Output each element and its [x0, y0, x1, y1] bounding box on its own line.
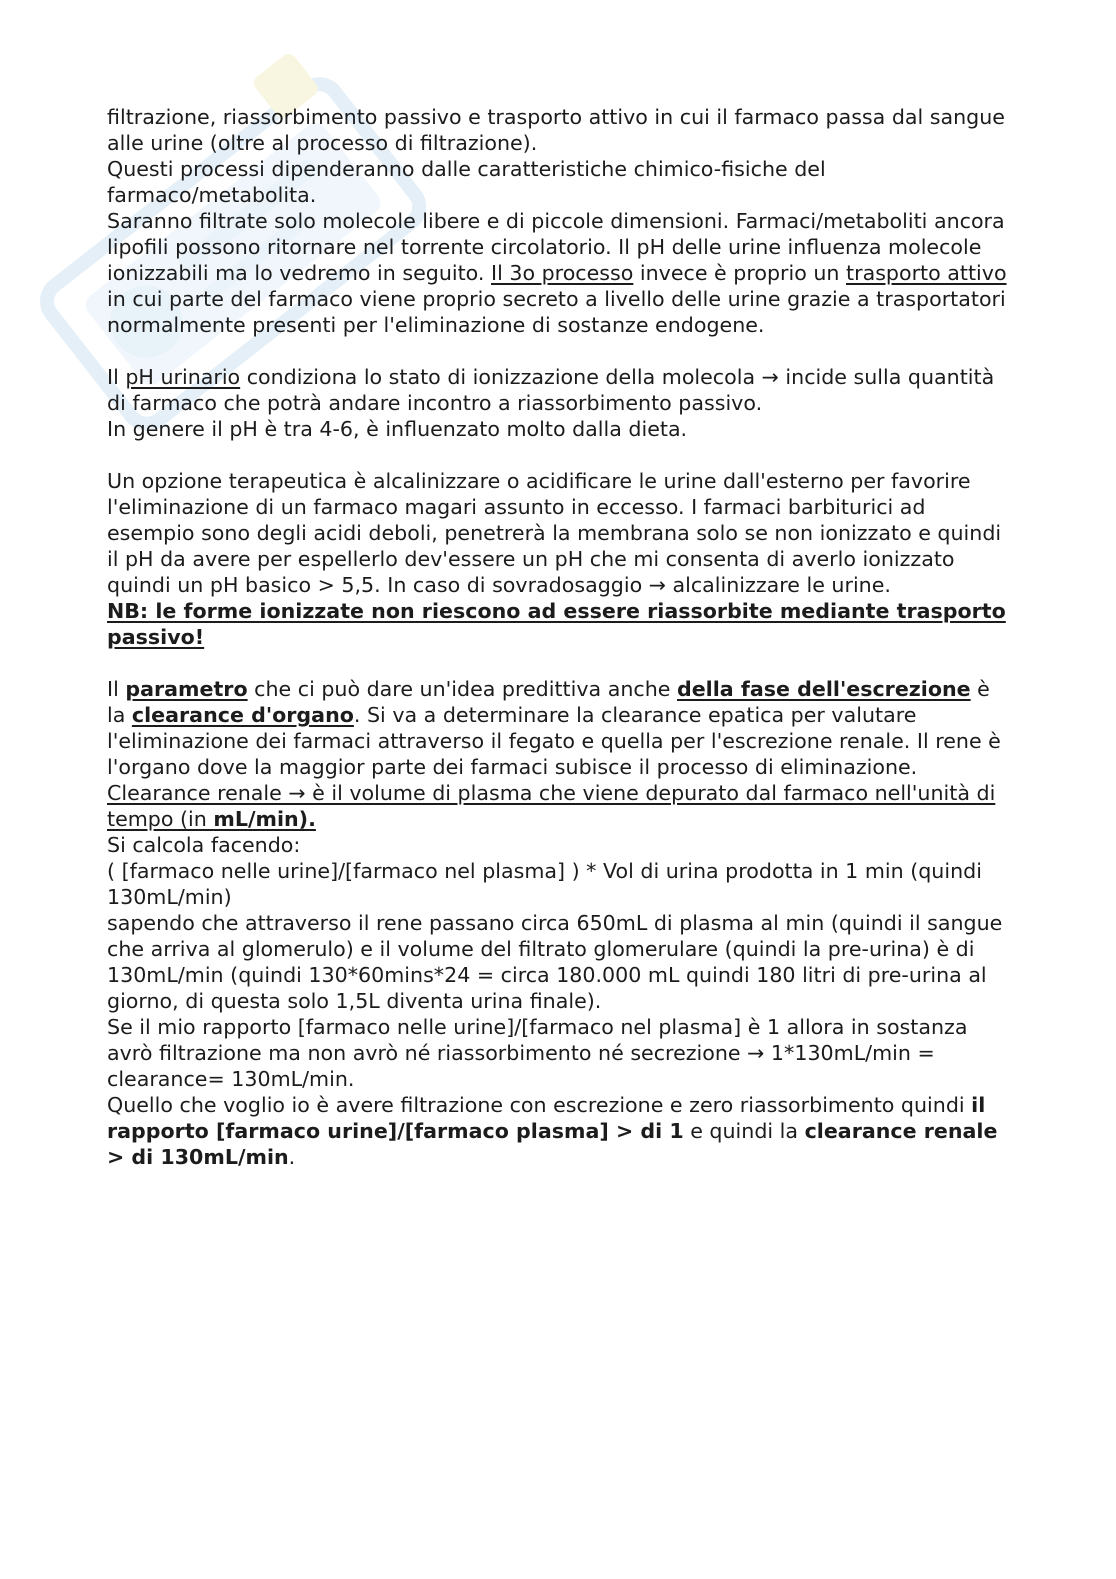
bold-text: clearance renale > di 130mL/min	[107, 1119, 998, 1169]
paragraph: Questi processi dipenderanno dalle caratteristiche chimico-fisiche del farmaco/metabolita.	[107, 157, 826, 207]
paragraph: Se il mio rapporto [farmaco nelle urine]/[farmaco nel plasma] è 1 allora in sostanza avrò filtrazione ma non avrò né riassorbimento né secrezione → 1*130mL/min = clearance= 130mL/min.	[107, 1015, 968, 1091]
paragraph: Si calcola facendo:	[107, 833, 301, 857]
paragraph: Quello che voglio io è avere filtrazione con escrezione e zero riassorbimento quindi il rapporto [farmaco urine]/[farmaco plasma] > di 1 e quindi la clearance renale > di 130mL/min.	[107, 1093, 998, 1169]
bold-text: il rapporto [farmaco urine]/[farmaco plasma] > di 1	[107, 1093, 986, 1143]
bold-underlined-text: NB: le forme ionizzate non riescono ad essere riassorbite mediante trasporto passivo!	[107, 599, 1006, 649]
paragraph: sapendo che attraverso il rene passano circa 650mL di plasma al min (quindi il sangue che arriva al glomerulo) e il volume del filtrato glomerulare (quindi la pre-urina) è di 130mL/min (quindi 130*60mins*24 = circa 180.000 mL quindi 180 litri di pre-urina al giorno, di questa solo 1,5L diventa urina finale).	[107, 911, 1003, 1013]
bold-underlined-text: mL/min).	[213, 807, 316, 831]
bold-underlined-text: clearance d'organo	[131, 703, 354, 727]
paragraph: Saranno filtrate solo molecole libere e di piccole dimensioni. Farmaci/metaboliti ancora lipofili possono ritornare nel torrente circolatorio. Il pH delle urine influenza molecole ionizzabili ma lo vedremo in seguito. Il 3o processo invece è proprio un trasporto attivo in cui parte del farmaco viene proprio secreto a livello delle urine grazie a trasportatori normalmente presenti per l'eliminazione di sostanze endogene.	[107, 209, 1007, 337]
paragraph: filtrazione, riassorbimento passivo e trasporto attivo in cui il farmaco passa dal sangue alle urine (oltre al processo di filtrazione).	[107, 105, 1005, 155]
nb-note	[107, 598, 1007, 650]
bold-underlined-text: parametro	[125, 677, 248, 701]
underlined-text: trasporto attivo	[846, 261, 1007, 285]
paragraph: In genere il pH è tra 4-6, è influenzato molto dalla dieta.	[107, 417, 688, 441]
paragraph: Il pH urinario condiziona lo stato di ionizzazione della molecola → incide sulla quantità di farmaco che potrà andare incontro a riassorbimento passivo.	[107, 365, 995, 415]
underlined-text: Il 3o processo	[491, 261, 634, 285]
paragraph: Un opzione terapeutica è alcalinizzare o acidificare le urine dall'esterno per favorire l'eliminazione di un farmaco magari assunto in eccesso. I farmaci barbiturici ad esempio sono degli acidi deboli, penetrerà la membrana solo se non ionizzato e quindi il pH da avere per espellerlo dev'essere un pH che mi consenta di averlo ionizzato quindi un pH basico > 5,5. In caso di sovradosaggio → alcalinizzare le urine.	[107, 469, 1002, 597]
document-page	[107, 104, 1007, 1170]
underlined-text: Clearance renale → è il volume di plasma che viene depurato dal farmaco nell'unità di tempo (in	[107, 781, 996, 831]
bold-underlined-text: della fase dell'escrezione	[676, 677, 971, 701]
paragraph: Il parametro che ci può dare un'idea predittiva anche della fase dell'escrezione è la clearance d'organo. Si va a determinare la clearance epatica per valutare l'eliminazione dei farmaci attraverso il fegato e quella per l'escrezione renale. Il rene è l'organo dove la maggior parte dei farmaci subisce il processo di eliminazione. Clearance renale → è il volume di plasma che viene depurato dal farmaco nell'unità di tempo (in mL/min).	[107, 677, 1001, 831]
formula-line: ( [farmaco nelle urine]/[farmaco nel plasma] ) * Vol di urina prodotta in 1 min (quindi 130mL/min)	[107, 859, 982, 909]
underlined-text: pH urinario	[125, 365, 241, 389]
